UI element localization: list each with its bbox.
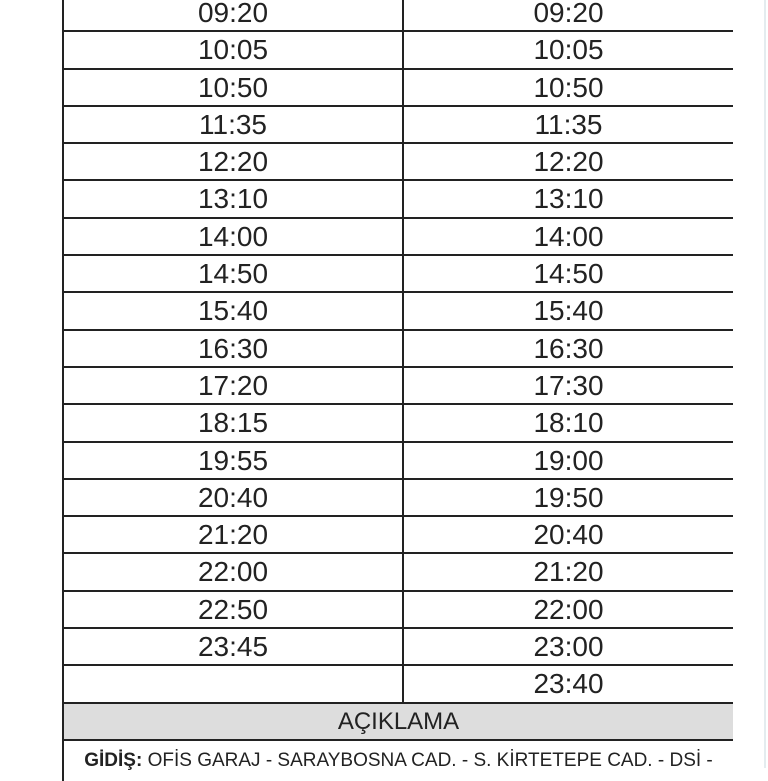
table-row xyxy=(64,331,733,368)
departure-time-left: 15:40 xyxy=(197,295,269,327)
table-row xyxy=(64,293,733,330)
departure-time-right: 18:10 xyxy=(402,405,733,440)
table-row xyxy=(64,592,733,629)
departure-time-left: 22:50 xyxy=(197,593,269,625)
table-row xyxy=(64,517,733,554)
departure-time-left: 16:30 xyxy=(197,332,269,364)
departure-time-left: 13:10 xyxy=(197,183,269,215)
departure-time-left: 18:15 xyxy=(197,407,269,439)
departure-time-left xyxy=(64,666,402,701)
table-row xyxy=(64,443,733,480)
departure-time-right: 14:00 xyxy=(402,219,733,254)
outbound-route: OFİS GARAJ - SARAYBOSNA CAD. - S. KİRTETEPE CAD. - DSİ - xyxy=(142,749,713,771)
departure-time-right: 22:00 xyxy=(402,592,733,627)
departure-time-right: 10:05 xyxy=(402,32,733,67)
departure-time-left: 09:20 xyxy=(197,0,269,28)
departure-time-right: 19:50 xyxy=(402,480,733,515)
table-row xyxy=(64,480,733,517)
table-row xyxy=(64,107,733,144)
departure-time-right: 10:50 xyxy=(402,70,733,105)
table-row xyxy=(64,629,733,666)
table-row xyxy=(64,405,733,442)
departure-time-left: 11:35 xyxy=(199,108,267,140)
departure-time-right: 19:00 xyxy=(402,443,733,478)
departure-time-right: 14:50 xyxy=(402,256,733,291)
departure-time-right: 21:20 xyxy=(402,554,733,589)
departure-time-left: 10:05 xyxy=(197,34,269,66)
departure-time-left: 19:55 xyxy=(197,444,269,476)
table-row xyxy=(64,32,733,69)
departure-time-right: 15:40 xyxy=(402,293,733,328)
departure-time-right: 20:40 xyxy=(402,517,733,552)
table-row xyxy=(64,181,733,218)
departure-time-left: 21:20 xyxy=(197,519,269,551)
outbound-label: GİDİŞ: xyxy=(84,749,143,771)
departure-time-right: 11:35 xyxy=(402,107,733,142)
departure-time-right: 23:00 xyxy=(402,629,733,664)
departure-time-right: 09:20 xyxy=(402,0,733,30)
bus-schedule-table xyxy=(62,0,733,781)
departure-time-left: 14:00 xyxy=(197,220,269,252)
departure-time-right: 16:30 xyxy=(402,331,733,366)
description-header: AÇIKLAMA xyxy=(64,704,733,741)
table-row xyxy=(64,256,733,293)
table-row xyxy=(64,0,733,32)
route-description xyxy=(64,741,733,781)
departure-time-right: 17:30 xyxy=(402,368,733,403)
table-row xyxy=(64,368,733,405)
departure-time-left: 22:00 xyxy=(197,556,269,588)
departure-time-left: 10:50 xyxy=(197,71,269,103)
table-row xyxy=(64,554,733,591)
table-row xyxy=(64,219,733,256)
departure-time-left: 20:40 xyxy=(197,481,269,513)
table-row xyxy=(64,144,733,181)
departure-time-left: 17:20 xyxy=(197,369,269,401)
departure-time-left: 14:50 xyxy=(197,258,269,290)
departure-time-left: 23:45 xyxy=(197,631,269,663)
departure-time-right: 12:20 xyxy=(402,144,733,179)
departure-time-left: 12:20 xyxy=(197,146,269,178)
page-edge-divider xyxy=(764,0,766,768)
departure-time-right: 13:10 xyxy=(402,181,733,216)
table-row xyxy=(64,70,733,107)
departure-time-right: 23:40 xyxy=(402,666,733,701)
table-row xyxy=(64,666,733,703)
